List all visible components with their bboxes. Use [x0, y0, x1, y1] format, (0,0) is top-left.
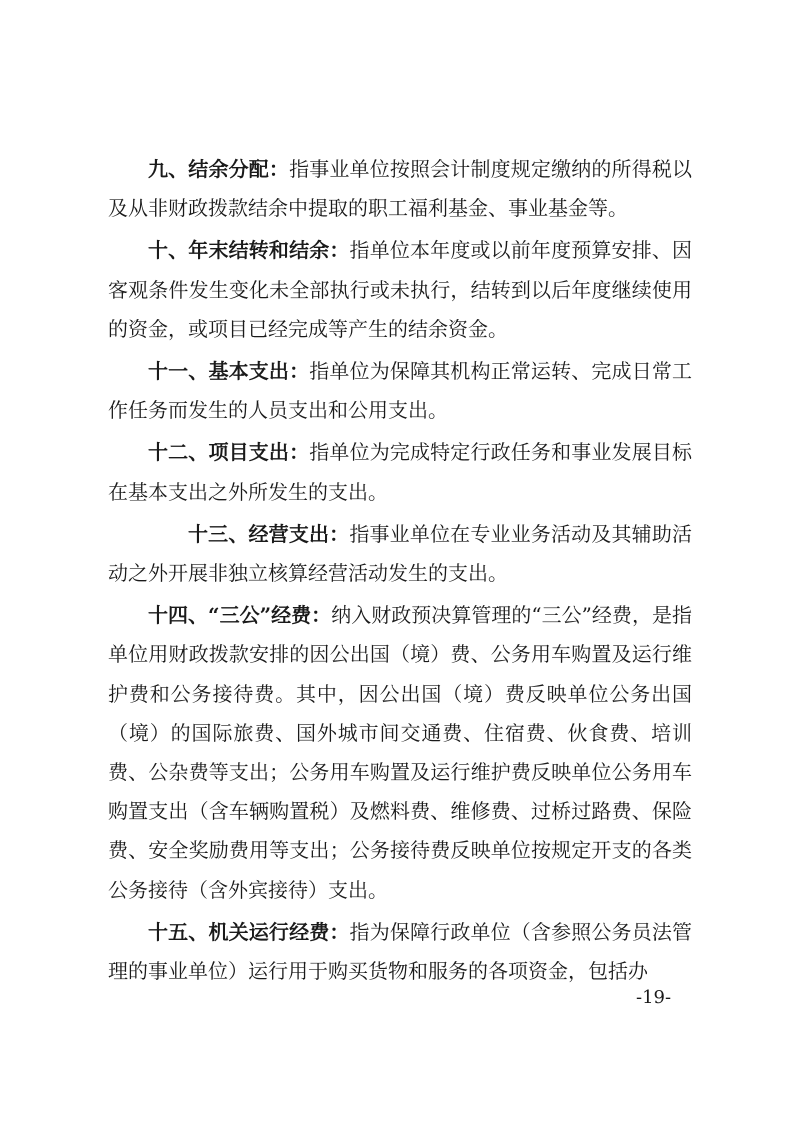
definition-surplus-distribution: 指事业单位按照会计制度规定缴纳的所得税以及从非财政拨款结余中提取的职工福利基金、事业基金等。	[108, 157, 693, 221]
definition-basic-expenditure: 指单位为保障其机构正常运转、完成日常工作任务而发生的人员支出和公用支出。	[108, 359, 693, 423]
definition-three-public-expenses: 纳入财政预决算管理的“三公”经费，是指单位用财政拨款安排的因公出国（境）费、公务用车购置及运行维护费和公务接待费。其中，因公出国（境）费反映单位公务出国（境）的国际旅费、国外城市间交通费、住宿费、伙食费、培训费、公杂费等支出；公务用车购置及运行维护费反映单位公务用车购置支出（含车辆购置税）及燃料费、维修费、过桥过路费、保险费、安全奖励费用等支出；公务接待费反映单位按规定开支的各类公务接待（含外宾接待）支出。	[108, 603, 692, 902]
term-year-end-carryover: 十、年末结转和结余：	[148, 238, 350, 263]
term-basic-expenditure: 十一、基本支出：	[148, 359, 310, 384]
paragraph-project-expenditure	[108, 433, 692, 511]
document-body	[108, 150, 692, 991]
paragraph-operating-expenditure	[108, 515, 692, 593]
paragraph-year-end-carryover	[108, 231, 692, 349]
paragraph-three-public-expenses	[108, 596, 692, 910]
definition-year-end-carryover: 指单位本年度或以前年度预算安排、因客观条件发生变化未全部执行或未执行，结转到以后年度继续使用的资金，或项目已经完成等产生的结余资金。	[108, 238, 693, 341]
term-three-public-expenses: 十四、“三公”经费：	[148, 603, 332, 628]
term-surplus-distribution: 九、结余分配：	[148, 157, 290, 181]
paragraph-surplus-distribution	[108, 150, 692, 228]
paragraph-agency-operating-funds	[108, 913, 692, 991]
term-project-expenditure: 十二、项目支出：	[148, 440, 310, 465]
term-operating-expenditure: 十三、经营支出：	[188, 521, 350, 546]
definition-agency-operating-funds: 指为保障行政单位（含参照公务员法管理的事业单位）运行用于购买货物和服务的各项资金，包括办	[108, 919, 693, 984]
definition-operating-expenditure: 指事业单位在专业业务活动及其辅助活动之外开展非独立核算经营活动发生的支出。	[108, 521, 693, 586]
term-agency-operating-funds: 十五、机关运行经费：	[148, 919, 350, 944]
paragraph-basic-expenditure	[108, 352, 692, 430]
page-number: -19-	[636, 987, 672, 1008]
definition-project-expenditure: 指单位为完成特定行政任务和事业发展目标在基本支出之外所发生的支出。	[108, 440, 693, 504]
